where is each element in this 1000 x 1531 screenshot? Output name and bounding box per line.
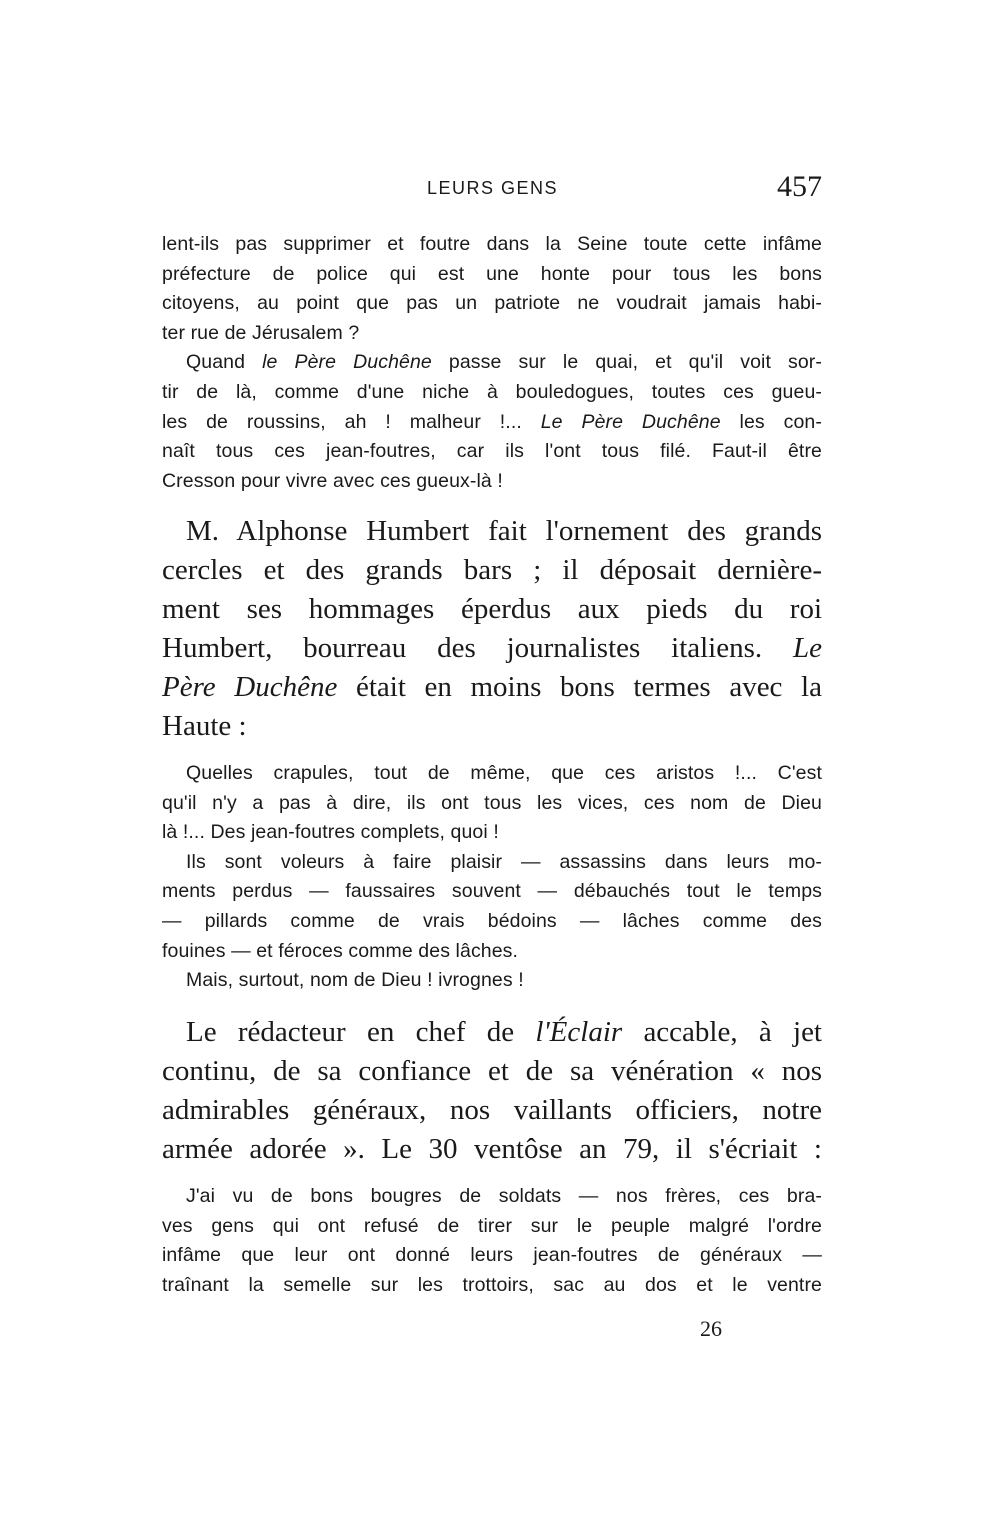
quote-line: ter rue de Jérusalem ? — [162, 321, 360, 344]
quote-line: les de roussins, ah ! malheur !... Le Père Duchêne les con- — [162, 410, 822, 433]
quote-line: préfecture de police qui est une honte pour tous les bons — [162, 262, 822, 285]
body-line: Haute : — [162, 710, 247, 742]
quote-line: infâme que leur ont donné leurs jean-foutres de généraux — — [162, 1244, 822, 1267]
quote-line: lent-ils pas supprimer et foutre dans la Seine toute cette infâme — [162, 233, 822, 255]
page-number: 457 — [777, 170, 822, 203]
quote-line: Quelles crapules, tout de même, que ces aristos !... C'est — [186, 762, 822, 784]
quote-line: qu'il n'y a pas à dire, ils ont tous les vices, ces nom de Dieu — [162, 791, 822, 814]
quote-line: ments perdus — faussaires souvent — débauchés tout le temps — [162, 880, 822, 903]
body-line: armée adorée ». Le 30 ventôse an 79, il s'écriait : — [162, 1133, 822, 1165]
body-line: Humbert, bourreau des journalistes italiens. Le — [162, 632, 822, 664]
body-line: continu, de sa confiance et de sa vénération « nos — [162, 1055, 822, 1087]
quote-line: citoyens, au point que pas un patriote ne voudrait jamais habi- — [162, 292, 822, 315]
body-paragraph-2 — [162, 1013, 822, 1169]
body-line: Père Duchêne était en moins bons termes avec la — [162, 671, 822, 703]
quote-line: traînant la semelle sur les trottoirs, sac au dos et le ventre — [162, 1273, 822, 1296]
body-line: M. Alphonse Humbert fait l'ornement des grands — [186, 515, 822, 547]
quote-block-3 — [162, 1182, 822, 1300]
quote-line: — pillards comme de vrais bédoins — lâches comme des — [162, 909, 822, 932]
quote-block-1 — [162, 230, 822, 496]
body-line: admirables généraux, nos vaillants officiers, notre — [162, 1094, 822, 1126]
quote-line: tir de là, comme d'une niche à bouledogues, toutes ces gueu- — [162, 380, 822, 403]
quote-line: Cresson pour vivre avec ces gueux-là ! — [162, 469, 503, 492]
body-line: ment ses hommages éperdus aux pieds du roi — [162, 593, 822, 625]
body-paragraph-1 — [162, 512, 822, 746]
running-title: LEURS GENS — [427, 178, 559, 198]
printer-signature-mark: 26 — [700, 1316, 722, 1341]
quote-line: fouines — et féroces comme des lâches. — [162, 939, 519, 962]
quote-line: ves gens qui ont refusé de tirer sur le peuple malgré l'ordre — [162, 1214, 822, 1237]
body-line: Le rédacteur en chef de l'Éclair accable, à jet — [186, 1016, 822, 1048]
body-line: cercles et des grands bars ; il déposait dernière- — [162, 554, 822, 586]
running-head — [162, 170, 822, 208]
quote-line: naît tous ces jean-foutres, car ils l'ont tous filé. Faut-il être — [162, 440, 822, 463]
quote-line: Quand le Père Duchêne passe sur le quai, et qu'il voit sor- — [186, 351, 822, 374]
quote-block-2 — [162, 759, 822, 996]
quote-line: Mais, surtout, nom de Dieu ! ivrognes ! — [186, 969, 524, 992]
quote-line: Ils sont voleurs à faire plaisir — assassins dans leurs mo- — [186, 850, 822, 873]
quote-line: J'ai vu de bons bougres de soldats — nos frères, ces bra- — [186, 1185, 822, 1207]
quote-line: là !... Des jean-foutres complets, quoi ! — [162, 821, 499, 844]
